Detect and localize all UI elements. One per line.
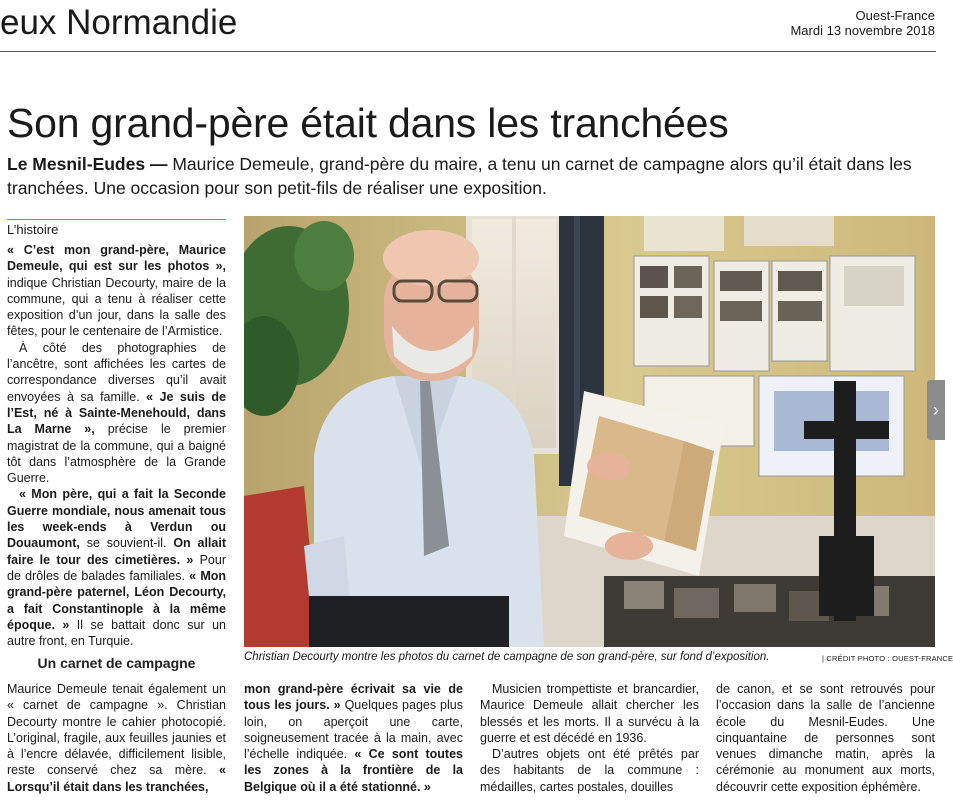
quote: mon grand-père écrivait sa vie de tous les jours. » <box>244 682 463 713</box>
column-b2 <box>244 681 463 795</box>
subheading: Un carnet de campagne <box>37 655 196 671</box>
paragraph <box>7 681 226 795</box>
photo-credit: | CRÉDIT PHOTO : OUEST-FRANCE <box>822 654 953 663</box>
paragraph: D’autres objets ont été prêtés par des habitants de la commune : médailles, cartes postales, douilles <box>480 747 699 794</box>
column-1 <box>7 242 226 649</box>
lede-place: Le Mesnil-Eudes — <box>7 154 173 174</box>
photo-illustration <box>244 216 935 647</box>
headline: Son grand-père était dans les tranchées <box>7 100 729 146</box>
text: indique Christian Decourty, maire de la commune, qui a tenu à réaliser cette exposition d’un jour, dans la salle des fêtes, pour le centenaire de l’Armistice. <box>7 275 226 339</box>
column-b1 <box>7 681 226 795</box>
quote: « Je suis de l’Est, né à Sainte-Menehould, dans La Marne », <box>7 389 227 437</box>
region-title: eux Normandie <box>0 3 238 42</box>
article-photo <box>244 216 935 647</box>
quote: « Mon père, qui a fait la Seconde Guerre mondiale, nous amenait tous les week-ends à Verdun ou Douaumont, <box>7 487 226 551</box>
column-b3 <box>480 681 699 795</box>
lede <box>7 152 937 200</box>
quote: « Lorsqu’il était dans les tranchées, <box>7 763 226 794</box>
paragraph: Musicien trompettiste et brancardier, Maurice Demeule allait chercher les blessés et les morts. Il a survécu à la guerre et est décédé en 1936. <box>480 682 699 745</box>
quote: On allait faire le tour des cimetières. » <box>7 536 226 567</box>
chevron-right-icon: › <box>933 400 939 420</box>
column-b4 <box>716 681 935 795</box>
publication-date: Mardi 13 novembre 2018 <box>790 23 935 38</box>
text: Maurice Demeule tenait également un « carnet de campagne ». Christian Decourty montre le cahier photocopié. L’original, fragile, aux feuilles jaunies et à l’encre délavée, difficilement lisible, reste conservé chez sa mère. <box>7 682 226 778</box>
section-label: L’histoire <box>7 219 226 237</box>
quote: « C’est mon grand-père, Maurice Demeule, qui est sur les photos », <box>7 243 226 274</box>
quote: « Ce sont toutes les zones à la frontière de la Belgique où il a été stationné. » <box>244 747 463 794</box>
next-page-button[interactable] <box>927 380 945 440</box>
photo-caption: Christian Decourty montre les photos du carnet de campagne de son grand-père, sur fond d’exposition. <box>244 651 770 663</box>
text: Pour de drôles de balades familiales. <box>7 552 226 583</box>
paragraph <box>7 242 226 340</box>
text: Quelques pages plus loin, on aperçoit une carte, soigneusement tracée à la main, avec l’échelle indiquée. <box>244 698 463 762</box>
paragraph <box>7 486 226 649</box>
paragraph: de canon, et se sont retrouvés pour l’occasion dans la salle de l’ancienne école du Mesnil-Eudes. Une cinquantaine de personnes sont venues dimanche matin, après la cérémonie au monument aux morts, découvrir cette exposition éphémère. <box>716 682 935 794</box>
text: À côté des photographies de l’ancêtre, sont affichées les cartes de correspondance diverses qu’il avait envoyées à sa famille. <box>7 340 226 404</box>
lede-text: Maurice Demeule, grand-père du maire, a tenu un carnet de campagne alors qu’il était dans les tranchées. Une occasion pour son petit-fils de réaliser une exposition. <box>7 154 912 198</box>
paragraph <box>244 681 463 795</box>
paragraph <box>7 340 226 487</box>
quote: « Mon grand-père paternel, Léon Decourty, a fait Constantinople à la même époque. » <box>7 568 226 632</box>
text: se souvient-il. <box>86 536 174 551</box>
text: précise le premier magistrat de la commune, qui a baigné tôt dans l’atmosphère de la Grande Guerre. <box>7 422 227 486</box>
header-rule <box>0 51 936 52</box>
publication-info <box>790 8 935 38</box>
text: Il se battait donc sur un autre front, en Turquie. <box>7 617 226 649</box>
publication-name: Ouest-France <box>855 8 935 23</box>
